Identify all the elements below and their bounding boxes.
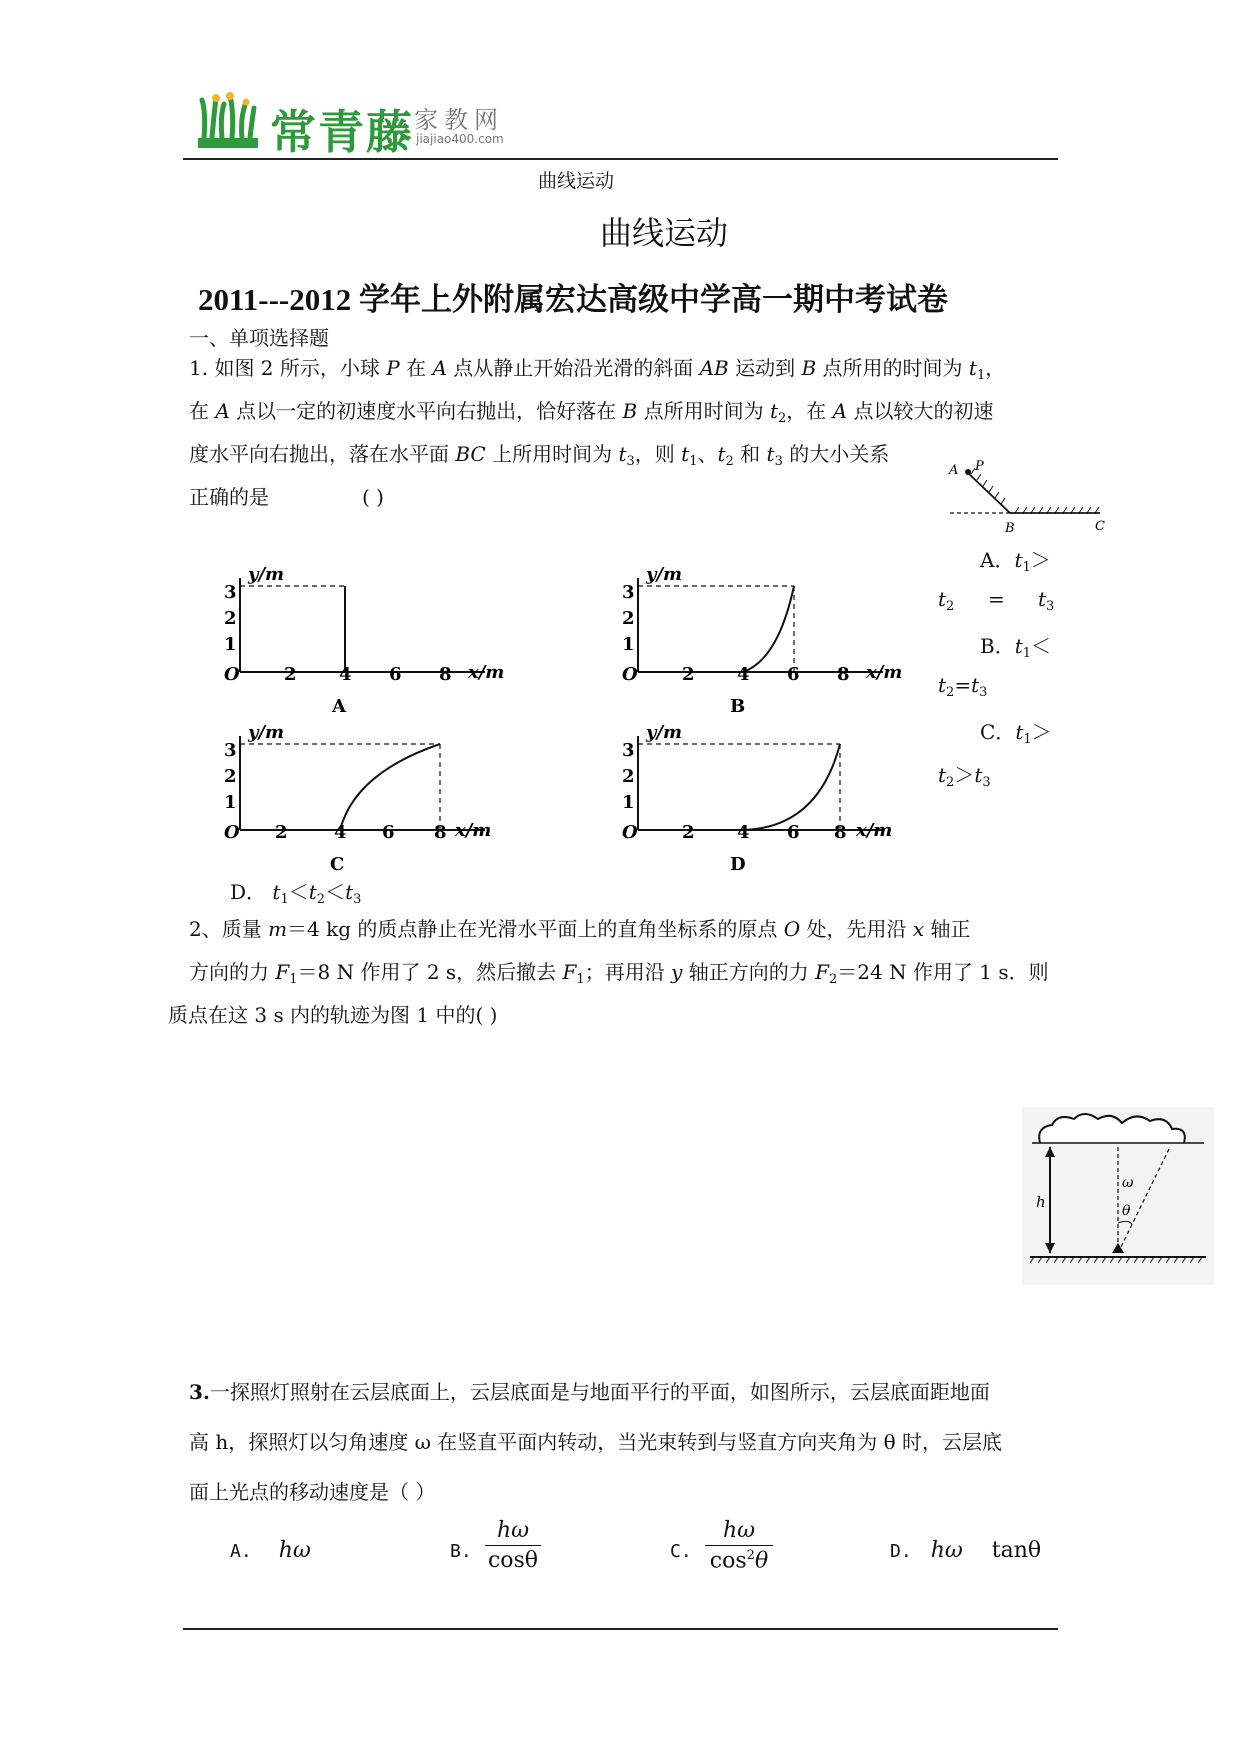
exam-title: 2011---2012 学年上外附属宏达高级中学高一期中考试卷: [198, 282, 949, 317]
svg-text:2: 2: [224, 766, 237, 787]
q1-line-4: 正确的是: [189, 485, 269, 509]
q1-line-2: 在 A 点以一定的初速度水平向右抛出，恰好落在 B 点所用时间为 $t_2$，在 A 点以较大的初速: [189, 399, 994, 426]
q1-option-a[interactable]: A．$t_1>$: [980, 548, 1051, 575]
q3-option-c-fraction: $\frac{h\omega}{\cos^2\theta}$: [705, 1518, 773, 1573]
q1-line-3: 度水平向右抛出，落在水平面 BC 上所用时间为 $t_3$，则 $t_1$、$t_2$ 和 $t_3$ 的大小关系: [189, 442, 890, 469]
footer-rule: [183, 1628, 1058, 1630]
q1-option-c-cont: $t_2>t_3$: [938, 763, 991, 790]
q1-option-a-cont: $t_2$ = $t_3$: [938, 587, 1055, 614]
panel-label-c: C: [330, 854, 345, 875]
svg-text:6: 6: [389, 664, 402, 685]
logo-sub: 家教网: [414, 106, 504, 134]
trajectory-graphs: [210, 560, 930, 875]
page-title: 曲线运动: [600, 214, 729, 252]
svg-text:6: 6: [787, 664, 800, 685]
q2-line-3: 质点在这 3 s 内的轨迹为图 1 中的( ): [168, 1003, 498, 1027]
svg-text:y/m: y/m: [646, 722, 683, 743]
label-theta: θ: [1122, 1203, 1131, 1219]
running-title: 曲线运动: [538, 170, 615, 192]
svg-text:y/m: y/m: [646, 564, 683, 585]
xlabel: x/m: [468, 662, 505, 683]
svg-text:3: 3: [224, 740, 237, 761]
svg-text:2: 2: [622, 608, 635, 629]
svg-text:6: 6: [787, 822, 800, 843]
label-h: h: [1036, 1193, 1046, 1211]
svg-text:x/m: x/m: [866, 662, 903, 683]
q3-option-d[interactable]: D. hω tanθ: [890, 1538, 1042, 1563]
q1-option-b-cont: $t_2=t_3$: [938, 673, 988, 700]
svg-text:O: O: [622, 822, 638, 843]
logo: [196, 92, 516, 159]
svg-text:2: 2: [622, 766, 635, 787]
origin: O: [224, 664, 240, 685]
svg-text:6: 6: [382, 822, 395, 843]
ylabel: y/m: [248, 564, 285, 585]
q1-line-1: 1. 如图 2 所示，小球 P 在 A 点从静止开始沿光滑的斜面 AB 运动到 B 点所用的时间为 $t_1$，: [189, 356, 1006, 383]
svg-text:2: 2: [284, 664, 297, 685]
svg-text:8: 8: [439, 664, 452, 685]
svg-text:y/m: y/m: [248, 722, 285, 743]
incline-label-b: B: [1005, 521, 1015, 536]
q3-line-3: 面上光点的移动速度是（ ）: [189, 1480, 436, 1504]
incline-label-p: P: [975, 459, 984, 474]
panel-label-a: A: [332, 696, 346, 717]
svg-text:2: 2: [275, 822, 288, 843]
svg-text:O: O: [224, 822, 240, 843]
q1-answer-paren: ( ): [362, 485, 384, 509]
svg-text:4: 4: [737, 822, 750, 843]
panel-label-d: D: [730, 854, 746, 875]
svg-text:x/m: x/m: [455, 820, 492, 841]
svg-text:4: 4: [334, 822, 347, 843]
q3-option-b-fraction: $\frac{h\omega}{\cos\theta}$: [485, 1518, 541, 1573]
svg-text:1: 1: [622, 792, 635, 813]
q3-option-c[interactable]: C.: [670, 1541, 692, 1562]
graph-panel-a: [224, 564, 504, 717]
logo-url: jiajiao400.com: [416, 132, 504, 146]
q3-option-b[interactable]: B.: [450, 1541, 472, 1562]
svg-text:2: 2: [224, 608, 237, 629]
q3-number: 3.: [189, 1380, 210, 1404]
section-heading: 一、单项选择题: [189, 326, 329, 350]
svg-text:8: 8: [834, 822, 847, 843]
svg-text:4: 4: [339, 664, 352, 685]
svg-text:3: 3: [622, 582, 635, 603]
graph-panel-c: [224, 722, 491, 875]
svg-text:8: 8: [837, 664, 850, 685]
q3-option-a[interactable]: A. hω: [230, 1538, 311, 1563]
incline-figure: [945, 459, 1115, 542]
q2-line-1: 2、质量 m＝4 kg 的质点静止在光滑水平面上的直角坐标系的原点 O 处，先用沿 x 轴正: [189, 917, 971, 941]
header-rule: [183, 158, 1058, 160]
incline-label-c: C: [1095, 519, 1105, 534]
svg-text:O: O: [622, 664, 638, 685]
q1-option-c[interactable]: C．$t_1>$: [980, 720, 1052, 747]
label-omega: ω: [1122, 1175, 1134, 1191]
q3-line-1: 3.一探照灯照射在云层底面上，云层底面是与地面平行的平面，如图所示，云层底面距地面: [189, 1380, 990, 1404]
grass-logo-icon: [196, 92, 262, 154]
graph-panel-d: [622, 722, 892, 875]
svg-text:2: 2: [682, 822, 695, 843]
panel-label-b: B: [730, 696, 746, 717]
svg-text:4: 4: [737, 664, 750, 685]
svg-text:3: 3: [622, 740, 635, 761]
svg-text:8: 8: [434, 822, 447, 843]
q1-option-b[interactable]: B．$t_1<$: [980, 634, 1052, 661]
q1-option-d[interactable]: D． $t_1<t_2<t_3$: [230, 880, 362, 907]
q3-line-2: 高 h，探照灯以匀角速度 ω 在竖直平面内转动，当光束转到与竖直方向夹角为 θ 时，云层底: [189, 1430, 1003, 1454]
svg-text:1: 1: [224, 792, 237, 813]
incline-label-a: A: [949, 463, 959, 478]
logo-name: 常青藤: [270, 105, 414, 159]
searchlight-figure: [1022, 1107, 1214, 1285]
graph-panel-b: [622, 564, 902, 717]
svg-text:3: 3: [224, 582, 237, 603]
svg-text:2: 2: [682, 664, 695, 685]
svg-text:1: 1: [224, 634, 237, 655]
q2-line-2: 方向的力 $F_1=8$ N 作用了 2 s，然后撤去 $F_1$；再用沿 y 轴正方向的力 $F_2=24$ N 作用了 1 s．则: [189, 960, 1049, 987]
svg-text:1: 1: [622, 634, 635, 655]
svg-text:x/m: x/m: [856, 820, 893, 841]
